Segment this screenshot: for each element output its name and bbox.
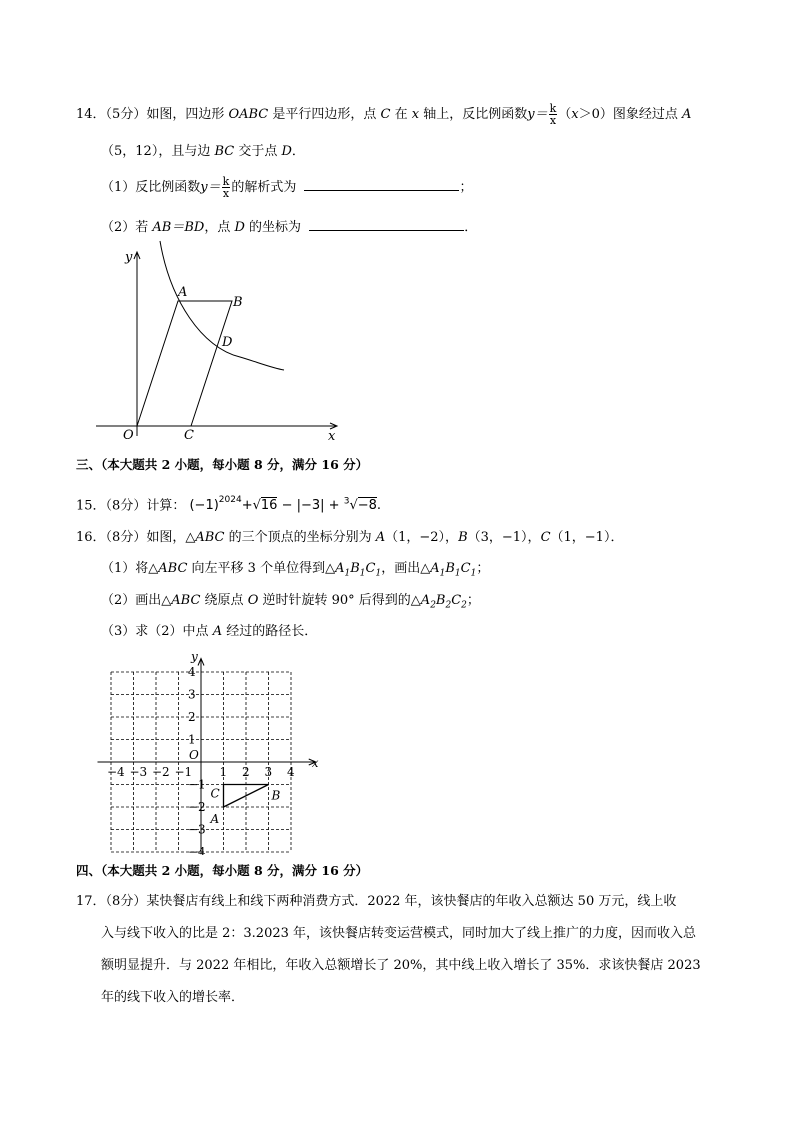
x-tick-label: 4	[287, 765, 295, 779]
expression: $(-1)^{2024}+√16 - |-3| + ^3√-8$.	[189, 495, 382, 514]
y-tick-label: 3	[188, 687, 196, 702]
fraction-k-over-x: $\frac{k}{x}$	[549, 102, 557, 127]
figure-14-parallelogram	[92, 240, 352, 445]
section-3-heading: 三、（本大题共 2 小题，每小题 8 分，满分 16 分）	[76, 457, 369, 472]
label-C: C	[184, 428, 194, 443]
x-tick-label: 3	[264, 765, 273, 779]
label-x: x	[328, 429, 336, 444]
origin-label: O	[189, 748, 199, 762]
q16-sub3: （3）求（2）中点 A 经过的路径长．	[101, 624, 318, 639]
label-B: B	[271, 788, 281, 803]
answer-blank-2[interactable]	[309, 216, 464, 231]
parallelogram-OABC	[137, 301, 232, 426]
answer-blank-1[interactable]	[304, 176, 459, 191]
y-tick-label: 4	[188, 665, 196, 679]
y-tick-label: −4	[188, 845, 206, 855]
y-tick-label: −2	[188, 800, 206, 814]
coordinate-grid-figure	[88, 645, 328, 855]
label-A: A	[210, 812, 220, 826]
x-tick-label: −4	[107, 765, 125, 779]
q14-sub1: （1）反比例函数y＝ $\frac{k}{x}$ 的解析式为 ；	[101, 175, 473, 200]
q16-sub1: （1）将△ABC 向左平移 3 个单位得到$\triangle A_1B_1C_1$，画出$\triangle A_1B_1C_1$；	[101, 561, 490, 579]
fraction-k-over-x: $\frac{k}{x}$	[222, 175, 230, 200]
y-tick-label: 1	[188, 732, 196, 747]
x-axis-label: x	[311, 756, 319, 770]
y-tick-label: −1	[188, 777, 206, 792]
label-D: D	[222, 335, 233, 350]
q16-line1: 16．（8分）如图，△ABC 的三个顶点的坐标分别为 A（1，−2），B（3，−1），C（1，−1）．	[76, 530, 624, 545]
x-tick-label: −3	[129, 765, 148, 779]
x-tick-label: −1	[174, 765, 193, 779]
x-tick-label: 2	[242, 765, 250, 779]
q16-sub2: （2）画出△ABC 绕原点 O 逆时针旋转 90° 后得到的$\triangle A_2B_2C_2$；	[101, 593, 480, 611]
label-O: O	[123, 428, 134, 443]
y-axis-label: y	[191, 649, 198, 664]
label-C: C	[210, 786, 220, 801]
label-A: A	[178, 285, 188, 300]
y-tick-label: −3	[188, 822, 206, 837]
q14-line1: 14．（5分）如图，四边形 OABC 是平行四边形，点 C 在 x 轴上，反比例函数y＝ $\frac{k}{x}$ （x＞0）图象经过点 A	[76, 102, 692, 127]
section-4-heading: 四、（本大题共 2 小题，每小题 8 分，满分 16 分）	[76, 863, 369, 878]
x-tick-label: 1	[219, 765, 228, 779]
q14-sub2: （2）若 AB＝BD，点 D 的坐标为 ．	[101, 216, 477, 238]
x-tick-label: −2	[152, 765, 170, 779]
q17-paragraph: 17．（8分）某快餐店有线上和线下两种消费方式．2022 年，该快餐店的年收入总额达 50 万元，线上收 入与线下收入的比是 2：3.2023 年，该快餐店转变运营模式，同时加大了线上推广的力度，因而收入总 额明显提升．与 2022 年相比，年收入总额增长了 20%，其中线上收入增长了 35%．求该快餐店 2023 年的线下收入的增长率．	[76, 894, 701, 1005]
q14-line2: （5，12），且与边 BC 交于点 D．	[101, 144, 305, 159]
label-B: B	[233, 295, 243, 310]
y-tick-label: 2	[188, 710, 196, 724]
q15-line: 15．（8分）计算： $(-1)^{2024}+√16 - |-3| + ^3√-8$.	[76, 495, 382, 514]
hyperbola-curve	[160, 241, 284, 370]
label-y: y	[125, 250, 133, 265]
